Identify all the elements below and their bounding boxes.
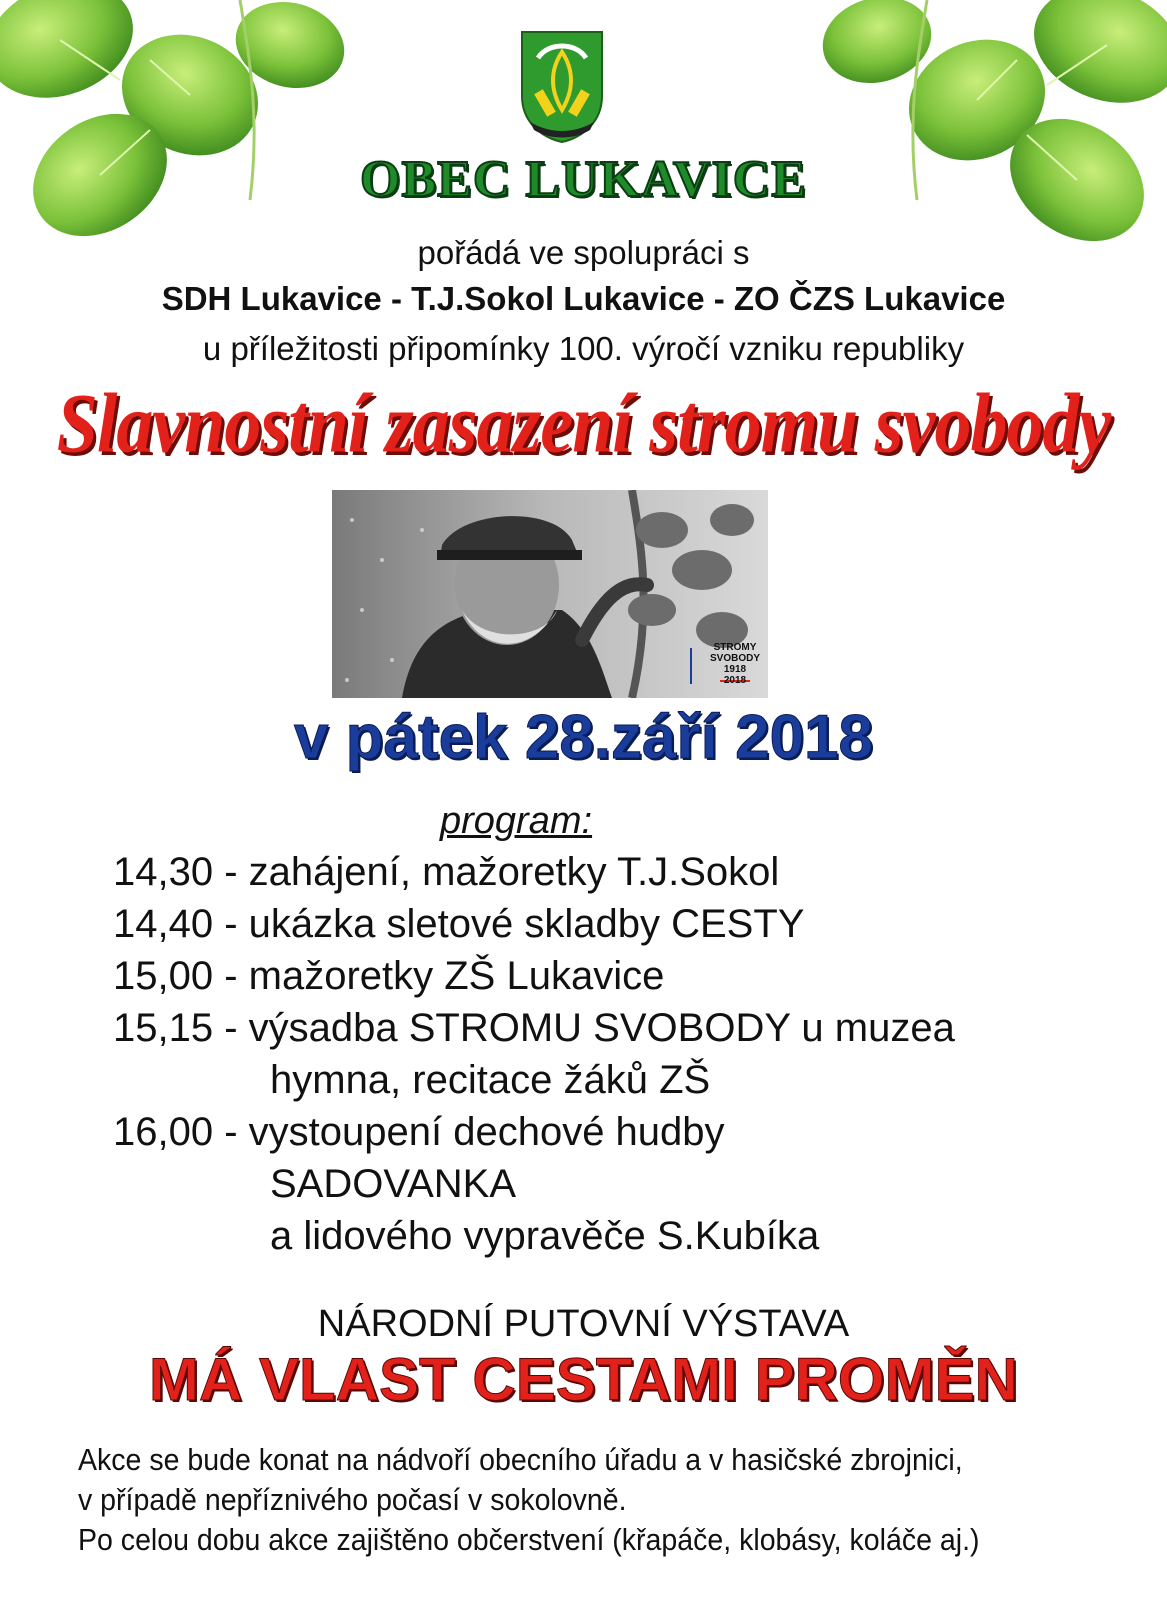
program-item: 16,00 - vystoupení dechové hudby (113, 1110, 725, 1154)
program-item-continuation: SADOVANKA (270, 1162, 516, 1206)
trees-of-freedom-logo: STROMY SVOBODY 1918 2018 (709, 642, 760, 686)
exhibition-title: MÁ VLAST CESTAMI PROMĚN (149, 1346, 1018, 1413)
linden-leaves-left (0, 0, 360, 250)
organizers-text: SDH Lukavice - T.J.Sokol Lukavice - ZO ČZS Lukavice (161, 280, 1006, 317)
event-title: Slavnostní zasazení stromu svobody (56, 376, 1111, 472)
cooperation-text: pořádá ve spolupráci s (417, 234, 750, 271)
note-line: Akce se bude konat na nádvoří obecního úřadu a v hasičské zbrojnici, (78, 1442, 963, 1477)
program-item-continuation: a lidového vypravěče S.Kubíka (270, 1214, 820, 1258)
program-item-continuation: hymna, recitace žáků ZŠ (270, 1058, 711, 1102)
program-item: 15,15 - výsadba STROMU SVOBODY u muzea (113, 1006, 955, 1050)
linden-leaves-right (807, 0, 1167, 250)
masaryk-photo (332, 490, 768, 698)
coat-of-arms-icon (520, 30, 604, 144)
occasion-text: u příležitosti připomínky 100. výročí vzniku republiky (202, 330, 965, 367)
exhibition-label: NÁRODNÍ PUTOVNÍ VÝSTAVA (317, 1303, 850, 1345)
event-date: v pátek 28.září 2018 (293, 703, 874, 772)
village-title: OBEC LUKAVICE (360, 151, 807, 208)
program-item: 14,40 - ukázka sletové skladby CESTY (113, 902, 805, 946)
program-item: 14,30 - zahájení, mažoretky T.J.Sokol (113, 850, 780, 894)
note-line: v případě nepříznivého počasí v sokolovně. (78, 1482, 627, 1517)
program-item: 15,00 - mažoretky ZŠ Lukavice (113, 954, 665, 998)
program-label: program: (440, 800, 593, 842)
note-line: Po celou dobu akce zajištěno občerstvení (křapáče, klobásy, koláče aj.) (78, 1522, 980, 1557)
